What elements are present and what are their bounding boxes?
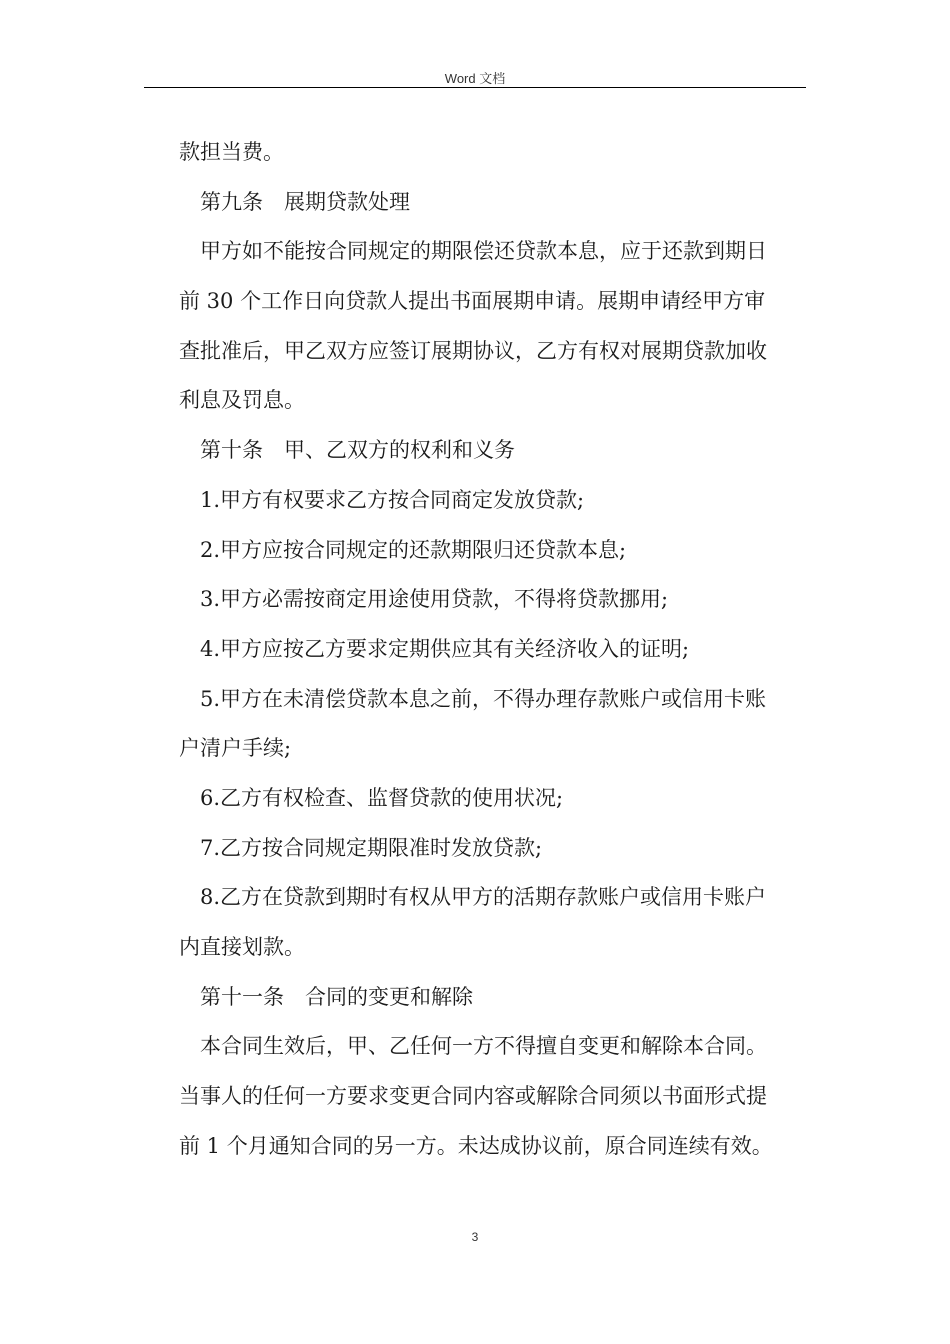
article-10-heading: 第十条 甲、乙双方的权利和义务 <box>200 438 515 463</box>
article-11-paragraph-line: 前 1 个月通知合同的另一方。未达成协议前，原合同连续有效。 <box>179 1133 773 1158</box>
text-line-continuation: 款担当费。 <box>179 140 284 164</box>
page-number: 3 <box>471 1230 479 1244</box>
document-body <box>179 128 809 1171</box>
list-item-7: 7.乙方按合同规定期限准时发放贷款; <box>200 835 543 860</box>
header-divider <box>144 87 806 88</box>
article-9-paragraph-line: 甲方如不能按合同规定的期限偿还贷款本息，应于还款到期日 <box>200 239 767 264</box>
article-9-paragraph-line: 利息及罚息。 <box>179 388 305 413</box>
article-11-paragraph-line: 当事人的任何一方要求变更合同内容或解除合同须以书面形式提 <box>179 1084 767 1109</box>
list-item-5-continuation: 户清户手续; <box>179 736 292 761</box>
article-11-heading: 第十一条 合同的变更和解除 <box>200 984 473 1009</box>
article-11-paragraph-line: 本合同生效后，甲、乙任何一方不得擅自变更和解除本合同。 <box>200 1034 767 1059</box>
list-item-4: 4.甲方应按乙方要求定期供应其有关经济收入的证明; <box>200 636 690 661</box>
page-header-title: Word 文档 <box>444 71 506 86</box>
list-item-8-continuation: 内直接划款。 <box>179 935 305 959</box>
list-item-8: 8.乙方在贷款到期时有权从甲方的活期存款账户或信用卡账户 <box>200 885 767 910</box>
article-9-paragraph-line: 前 30 个工作日向贷款人提出书面展期申请。展期申请经甲方审 <box>179 289 766 314</box>
list-item-1: 1.甲方有权要求乙方按合同商定发放贷款; <box>200 487 585 512</box>
list-item-5: 5.甲方在未清偿贷款本息之前，不得办理存款账户或信用卡账 <box>200 686 767 711</box>
article-9-paragraph-line: 查批准后，甲乙双方应签订展期协议，乙方有权对展期贷款加收 <box>179 338 767 363</box>
list-item-3: 3.甲方必需按商定用途使用贷款，不得将贷款挪用; <box>200 587 669 612</box>
list-item-2: 2.甲方应按合同规定的还款期限归还贷款本息; <box>200 537 627 562</box>
list-item-6: 6.乙方有权检查、监督贷款的使用状况; <box>200 785 564 810</box>
article-9-heading: 第九条 展期贷款处理 <box>200 189 410 214</box>
